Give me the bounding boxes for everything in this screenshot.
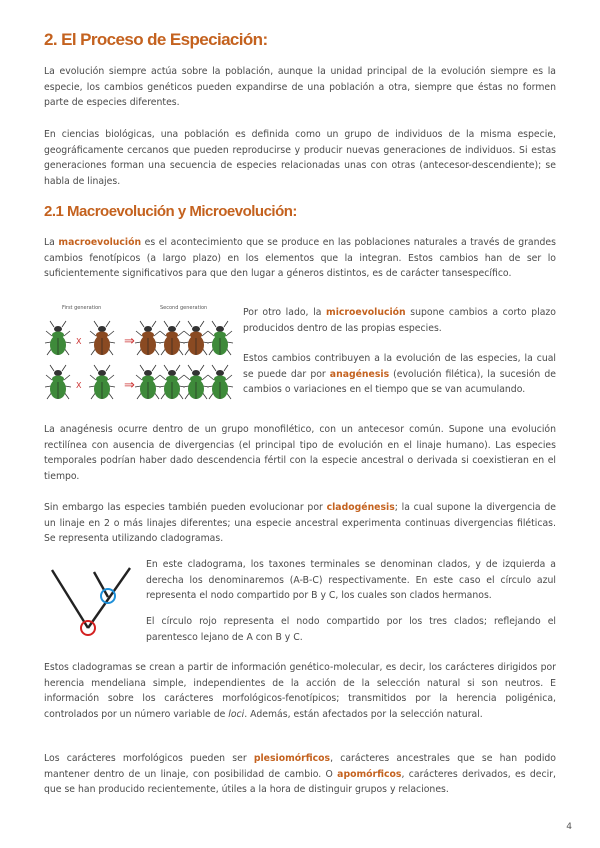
keyword-apomorficos: apomórficos [337, 768, 402, 780]
arrow-icon: ⇒ [124, 378, 135, 393]
beetle-offspring [207, 365, 233, 399]
keyword-anagenesis: anagénesis [329, 368, 390, 380]
beetle-brown-parent [89, 321, 115, 355]
section-heading: 2. El Proceso de Especiación: [44, 30, 268, 49]
cladogram-figure [44, 560, 138, 644]
paragraph-microevolucion: Por otro lado, la microevolución supone cambios a corto plazo producidos dentro de las propias especies. [243, 307, 556, 334]
second-generation-label: Second generation [160, 305, 208, 311]
first-generation-label: First generation [62, 305, 102, 311]
beetle-green-parent [45, 365, 71, 399]
beetle-offspring [135, 365, 161, 399]
paragraph-poblacion: En ciencias biológicas, una población es definida como un grupo de individuos de la misma especie, geográficamente cercanos que pueden reproducirse y producir nuevas generaciones de individuos. Si estas generaciones forman una secuencia de especies relacionadas unas con otras (antecesor-descendiente); se habla de linajes. [44, 129, 556, 187]
paragraph-circulo-rojo: El círculo rojo representa el nodo compartido por los tres clados; reflejando el parentesco lejano de A con B y C. [146, 616, 556, 643]
beetle-offspring [183, 365, 209, 399]
paragraph-anagenesis-intro: Estos cambios contribuyen a la evolución de las especies, la cual se puede dar por anagénesis (evolución filética), la sucesión de cambios o variaciones en el tiempo que se van acumulando. [243, 353, 556, 395]
cross-mark: X [76, 337, 82, 346]
cross-mark: X [76, 381, 82, 390]
beetle-green-parent [89, 365, 115, 399]
cladogram-trunk [88, 568, 130, 628]
paragraph-macroevolucion: La macroevolución es el acontecimiento que se produce en las poblaciones naturales a través de grandes cambios fenotípicos (a largo plazo) en los elementos que la integran. Estos cambios han de ser lo suficientemente significativos para que den lugar a géneros distintos, es de carácter tansespecífico. [44, 237, 556, 279]
keyword-plesiomorficos: plesiomórficos [253, 753, 331, 764]
beetle-offspring [159, 365, 185, 399]
keyword-macroevolucion: macroevolución [58, 237, 142, 248]
page-number: 4 [566, 822, 572, 832]
beetle-generations-figure [44, 300, 240, 410]
beetle-offspring [159, 321, 185, 355]
beetle-offspring [183, 321, 209, 355]
paragraph-morfologicos: Los carácteres morfológicos pueden ser plesiomórficos, carácteres ancestrales que se han podido mantener dentro de un linaje, con posibilidad de cambio. O apomórficos, carácteres derivados, es decir, que se han producido recientemente, útiles a la hora de distinguir grupos y relaciones. [44, 753, 556, 795]
beetle-offspring [207, 321, 233, 355]
paragraph-cladograma: En este cladograma, los taxones terminales se denominan clados, y de izquierda a derecha los denominaremos (A-B-C) respectivamente. En este caso el círculo azul representa el nodo compartido por B y C, los cuales son clados hermanos. [146, 559, 556, 601]
emphasis-loci: loci [228, 708, 245, 720]
beetle-offspring [135, 321, 161, 355]
arrow-icon: ⇒ [124, 334, 135, 349]
keyword-microevolucion: microevolución [326, 307, 406, 318]
keyword-cladogenesis: cladogénesis [326, 502, 395, 513]
cladogram-branch-a [52, 570, 88, 628]
subsection-heading: 2.1 Macroevolución y Microevolución: [44, 203, 297, 220]
beetle-green-parent [45, 321, 71, 355]
paragraph-cladogenesis: Sin embargo las especies también pueden evolucionar por cladogénesis; la cual supone la divergencia de un linaje en 2 o más linajes diferentes; una especie ancestral experimenta continuas divergencias filéticas. Se representa utilizando cladogramas. [44, 502, 556, 544]
paragraph-evolucion: La evolución siempre actúa sobre la población, aunque la unidad principal de la evolución siempre es la especie, los cambios genéticos pueden expandirse de una población a otra, siempre que éstas no formen parte de especies diferentes. [44, 66, 556, 108]
paragraph-caracteres: Estos cladogramas se crean a partir de información genético-molecular, es decir, los carácteres dirigidos por herencia mendeliana simple, independientes de la acción de la selección natural si son neutros. E información sobre los carácteres morfológicos-fenotípicos; transmitidos por la herencia poligénica, controlados por un número variable de loci. Además, están afectados por la selección natural. [44, 662, 556, 720]
paragraph-anagenesis: La anagénesis ocurre dentro de un grupo monofilético, con un antecesor común. Supone una evolución rectilínea con ausencia de divergencias (el principal tipo de evolución en el linaje humano). Las especies temporales podrían haber dado descendencia fértil con la especie ancestral o derivada si coexistieran en el tiempo. [44, 424, 556, 482]
